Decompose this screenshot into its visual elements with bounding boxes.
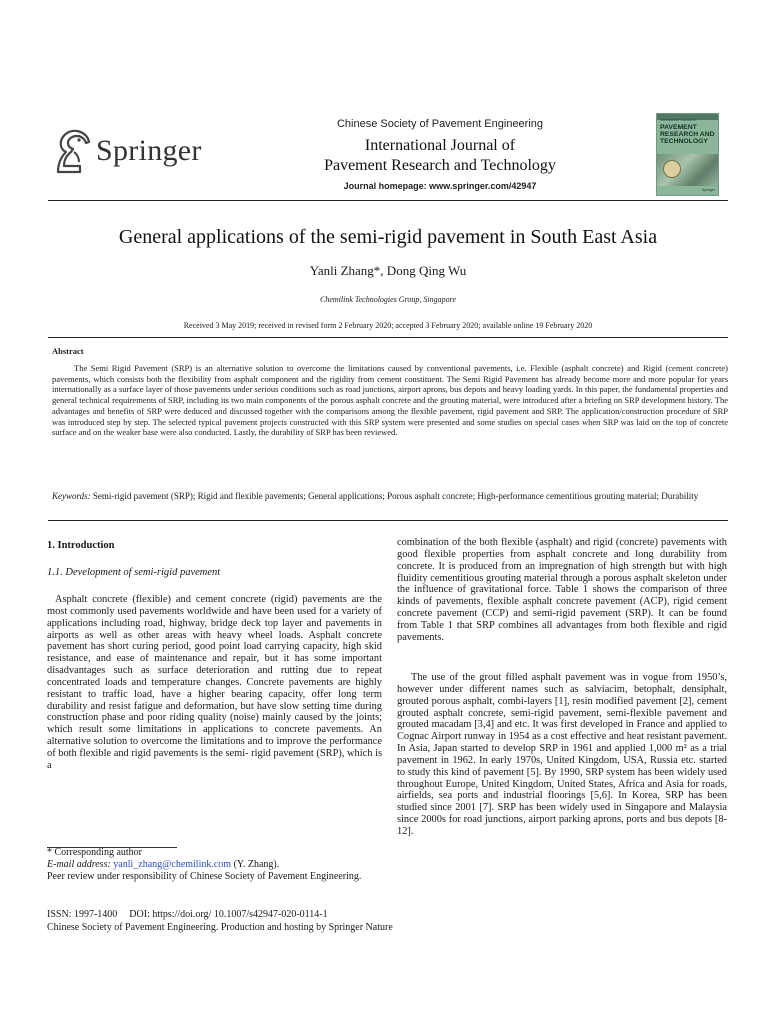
section-heading-introduction: 1. Introduction xyxy=(47,540,115,551)
keywords-text: Semi-rigid pavement (SRP); Rigid and flexible pavements; General applications; Porous asphalt concrete; High-performance cementitious grouting material; Durability xyxy=(92,491,699,501)
subsection-heading: 1.1. Development of semi-rigid pavement xyxy=(47,567,221,578)
article-title: General applications of the semi-rigid pavement in South East Asia xyxy=(118,226,658,248)
keywords-label: Keywords: xyxy=(52,491,91,501)
keywords-divider xyxy=(48,520,728,521)
homepage-label: Journal homepage: xyxy=(343,181,427,191)
left-column-paragraph: Asphalt concrete (flexible) and cement concrete (rigid) pavements are the most commonly used pavements worldwide and have been used for a variety of applications including road, highway, bridge deck top layer and pavements in airports as well as other areas with heavy wheel loads. Asphalt concrete pavement has short curing period, good point load carrying capacity, high skid resistance, and ease of maintenance and repair, but it has some important disadvantages such as surface deterioration and rutting due to repeat concentrated loads and temperature changes. Concrete pavements are highly resistant to traffic load, have a higher bearing capacity, offer long term durability and resist fatigue and deformation, but have slow setting time during construction phase and poor riding quality (noise) mainly caused by the joints; which result some limitations in applications to concrete pavements. An alternative solution to overcome the limitations and to improve the performance of both flexible and rigid pavements is the semi- rigid pavement (SRP), which is a xyxy=(47,594,382,771)
affiliation: Chemilink Technologies Group, Singapore xyxy=(320,295,456,304)
homepage-link[interactable]: www.springer.com/42947 xyxy=(429,181,537,191)
springer-logo xyxy=(52,128,222,178)
journal-title-line2: Pavement Research and Technology xyxy=(324,157,556,174)
journal-title xyxy=(280,136,600,176)
springer-wordmark: Springer xyxy=(96,134,202,167)
keywords xyxy=(52,490,728,502)
issn-doi-line xyxy=(47,909,328,920)
issn: ISSN: 1997-1400 xyxy=(47,909,118,920)
journal-title-line1: International Journal of xyxy=(364,137,516,154)
right-column-paragraph-2: The use of the grout filled asphalt pavement was in vogue from 1950’s, however under different names such as salviacim, betophalt, densiphalt, grouted porous asphalt, combi-layers [1], resin modified pavement [2], cement grouted asphalt concrete, semi-rigid pavement, semi-flexible pavement and grouted macadam [3,4] and etc. It was first developed in France and applied to Cognac Airport runway in 1954 as a cost effective and heat resistant pavement. In Asia, Japan started to develop SRP in 1961 and applied 1,000 m² as a trial pavement in 1962. In early 1970s, United Kingdom, USA, Russia etc. started to study this kind of pavement [5]. By 1990, SRP system has been widely used throughout Europe, United Kingdom, United States, Africa and Asia for roads, airfields, sea ports and industrial floorings [5,6]. In Korea, SRP has been studied since 2001 [7]. SRP has been widely used in Singapore and Malaysia since 2000s for road junctions, airport parking aprons, ports and bus depots [8-12]. xyxy=(397,672,727,837)
society-name: Chinese Society of Pavement Engineering xyxy=(336,118,544,130)
right-column-paragraph-1: combination of the both flexible (asphalt) and rigid (concrete) pavements with good flexible properties from asphalt concrete and long durability from concrete. It is produced from an impregnation of high strength but with high fluidity cementitious grouting material through a porous asphalt skeleton under the influence of gravitational force. Table 1 shows the comparison of three kinds of pavements, flexible asphalt concrete pavement (ACP), rigid cement concrete pavement (CCP) and semi-rigid pavement (SRP). It can be found from Table 1 that SRP combines all advantages from both flexible and rigid pavements. xyxy=(397,537,727,643)
received-dates: Received 3 May 2019; received in revised form 2 February 2020; accepted 3 February 2020; available online 19 February 2020 xyxy=(183,321,593,330)
header-divider xyxy=(48,200,728,201)
cover-title: PAVEMENT RESEARCH AND TECHNOLOGY xyxy=(660,124,715,146)
abstract-text: The Semi Rigid Pavement (SRP) is an alternative solution to overcome the limitations caused by conventional pavements, i.e. Flexible (asphalt concrete) and Rigid (cement concrete) pavements, which consists both the flexibility from asphalt component and the rigidity from cement constituent. The Semi Rigid Pavement has already become more and more popular for years internationally as a surface layer of those pavements under serious conditions such as road junctions, airport aprons, bus depots and heavy loading yards. In this paper, the fundamental properties and general technical requirements of SRP, including its two main components of the porous asphalt concrete and the grouting material, were introduced after a briefing on SRP development history. The advantages and benefits of SRP were deduced and discussed together with the comparisons among the flexible pavement, rigid pavement and SRP. The application/construction procedure of SRP was introduced step by step. The selected typical pavement projects constructed with this SRP system were presented and some studies on special cases when SRP was laid on the top of concrete surface and on the weaker base were also conducted. Lastly, the durability of SRP has been reviewed. xyxy=(52,363,728,438)
abstract-top-divider xyxy=(48,337,728,338)
corresponding-author-note: * Corresponding author xyxy=(47,847,142,858)
doi-link[interactable]: DOI: https://doi.org/ 10.1007/s42947-020-0114-1 xyxy=(129,909,328,920)
cover-small-line: International Journal of xyxy=(660,118,696,122)
journal-cover-image xyxy=(656,113,719,196)
journal-homepage xyxy=(280,181,600,191)
abstract-heading: Abstract xyxy=(52,346,84,356)
email-note xyxy=(47,859,279,871)
springer-horse-icon xyxy=(52,128,94,176)
cover-publisher: Springer xyxy=(701,188,715,192)
email-link[interactable]: yanli_zhang@chemilink.com xyxy=(113,859,232,870)
email-suffix: (Y. Zhang). xyxy=(231,859,280,870)
hosting-statement: Chinese Society of Pavement Engineering. Production and hosting by Springer Nature xyxy=(47,922,393,933)
email-label: E-mail address: xyxy=(47,859,111,870)
authors: Yanli Zhang*, Dong Qing Wu xyxy=(309,263,467,278)
cover-seal-icon xyxy=(663,160,681,178)
peer-review-note: Peer review under responsibility of Chinese Society of Pavement Engineering. xyxy=(47,871,362,882)
